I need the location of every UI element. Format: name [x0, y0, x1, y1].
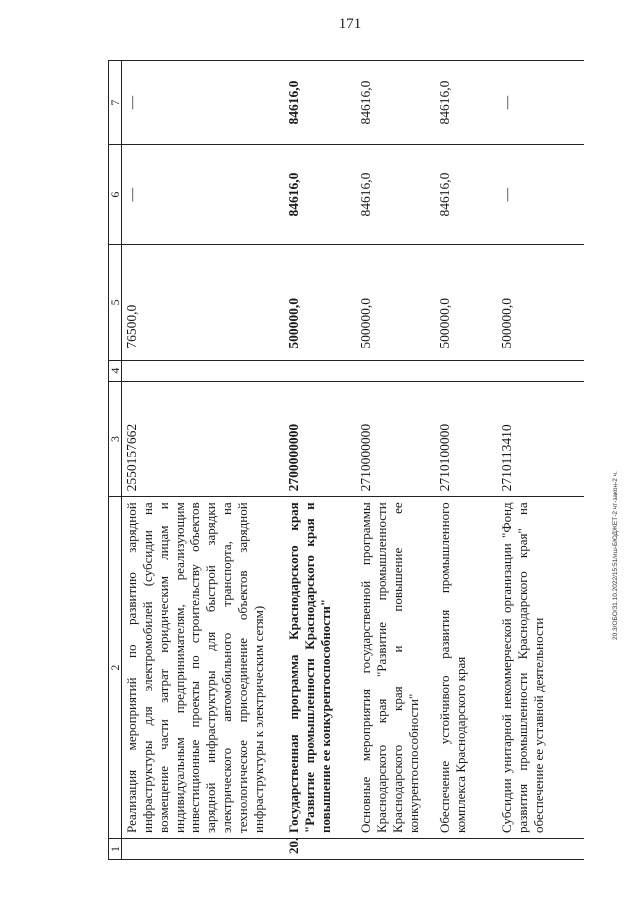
row-col7: —	[497, 61, 584, 145]
row-col5: 500000,0	[497, 245, 584, 361]
header-col-6: 6	[109, 145, 122, 245]
header-col-5: 5	[109, 245, 122, 361]
row-col5: 500000,0	[356, 245, 435, 361]
table-row	[284, 61, 356, 860]
row-col4	[497, 360, 584, 381]
row-col7: 84616,0	[435, 61, 497, 145]
row-index	[435, 838, 497, 859]
table-row	[122, 61, 284, 860]
table-row	[435, 61, 497, 860]
row-col4	[284, 360, 356, 381]
row-index: 20.	[284, 838, 356, 859]
row-col4	[122, 360, 284, 381]
row-index	[122, 838, 284, 859]
header-col-7: 7	[109, 61, 122, 145]
row-col6: 84616,0	[356, 145, 435, 245]
row-col7: —	[122, 61, 284, 145]
row-description: Государственная программа Краснодарского края "Развитие промышленности Краснодарского края и повышение ее конкурентоспособности"	[284, 497, 356, 839]
row-col4	[356, 360, 435, 381]
table-header	[108, 60, 122, 860]
row-code: 2710000000	[356, 381, 435, 497]
row-col6: 84616,0	[435, 145, 497, 245]
table-row	[356, 61, 435, 860]
table-row	[497, 61, 584, 860]
row-index	[356, 838, 435, 859]
row-col6: —	[497, 145, 584, 245]
row-description: Основные мероприятия государственной программы Краснодарского края "Развитие промышленности Краснодарского края и повышение ее конкурентоспособности"	[356, 497, 435, 839]
row-description: Субсидии унитарной некоммерческой организации "Фонд развития промышленности Краснодарского края" на обеспечение ее уставной деятельности	[497, 497, 584, 839]
row-code: 2550157662	[122, 381, 284, 497]
page-number: 171	[338, 16, 362, 32]
row-code: 2710113410	[497, 381, 584, 497]
header-col-2: 2	[109, 497, 122, 839]
row-col6: 84616,0	[284, 145, 356, 245]
row-col5: 500000,0	[435, 245, 497, 361]
row-index	[497, 838, 584, 859]
row-col7: 84616,0	[284, 61, 356, 145]
row-description: Реализация мероприятий по развитию зарядной инфраструктуры для электромобилей (субсидии на возмещение части затрат юридическим лицам и индивидуальным предпринимателям, реализующим инвестиционные проекты по строительству объектов зарядной инфраструктуры для быстрой зарядки электрического автомобильного транспорта, на технологическое присоединение объектов зарядной инфраструктуры к электрическим сетям)	[122, 497, 284, 839]
rotated-budget-table	[108, 60, 586, 860]
row-code: 2700000000	[284, 381, 356, 497]
header-col-4: 4	[109, 360, 122, 381]
row-col5: 500000,0	[284, 245, 356, 361]
table-body	[122, 60, 584, 860]
header-row	[109, 61, 122, 860]
header-col-1: 1	[109, 838, 122, 859]
row-col6: —	[122, 145, 284, 245]
row-description: Обеспечение устойчивого развития промышленного комплекса Краснодарского края	[435, 497, 497, 839]
document-stamp: 20.3/ОБО/31.10.2022/15:51/иш-БЮДЖЕТ-2 чт-закон-2 ч.	[612, 471, 619, 640]
header-col-3: 3	[109, 381, 122, 497]
row-col5: 76500,0	[122, 245, 284, 361]
row-col4	[435, 360, 497, 381]
row-code: 2710100000	[435, 381, 497, 497]
row-col7: 84616,0	[356, 61, 435, 145]
